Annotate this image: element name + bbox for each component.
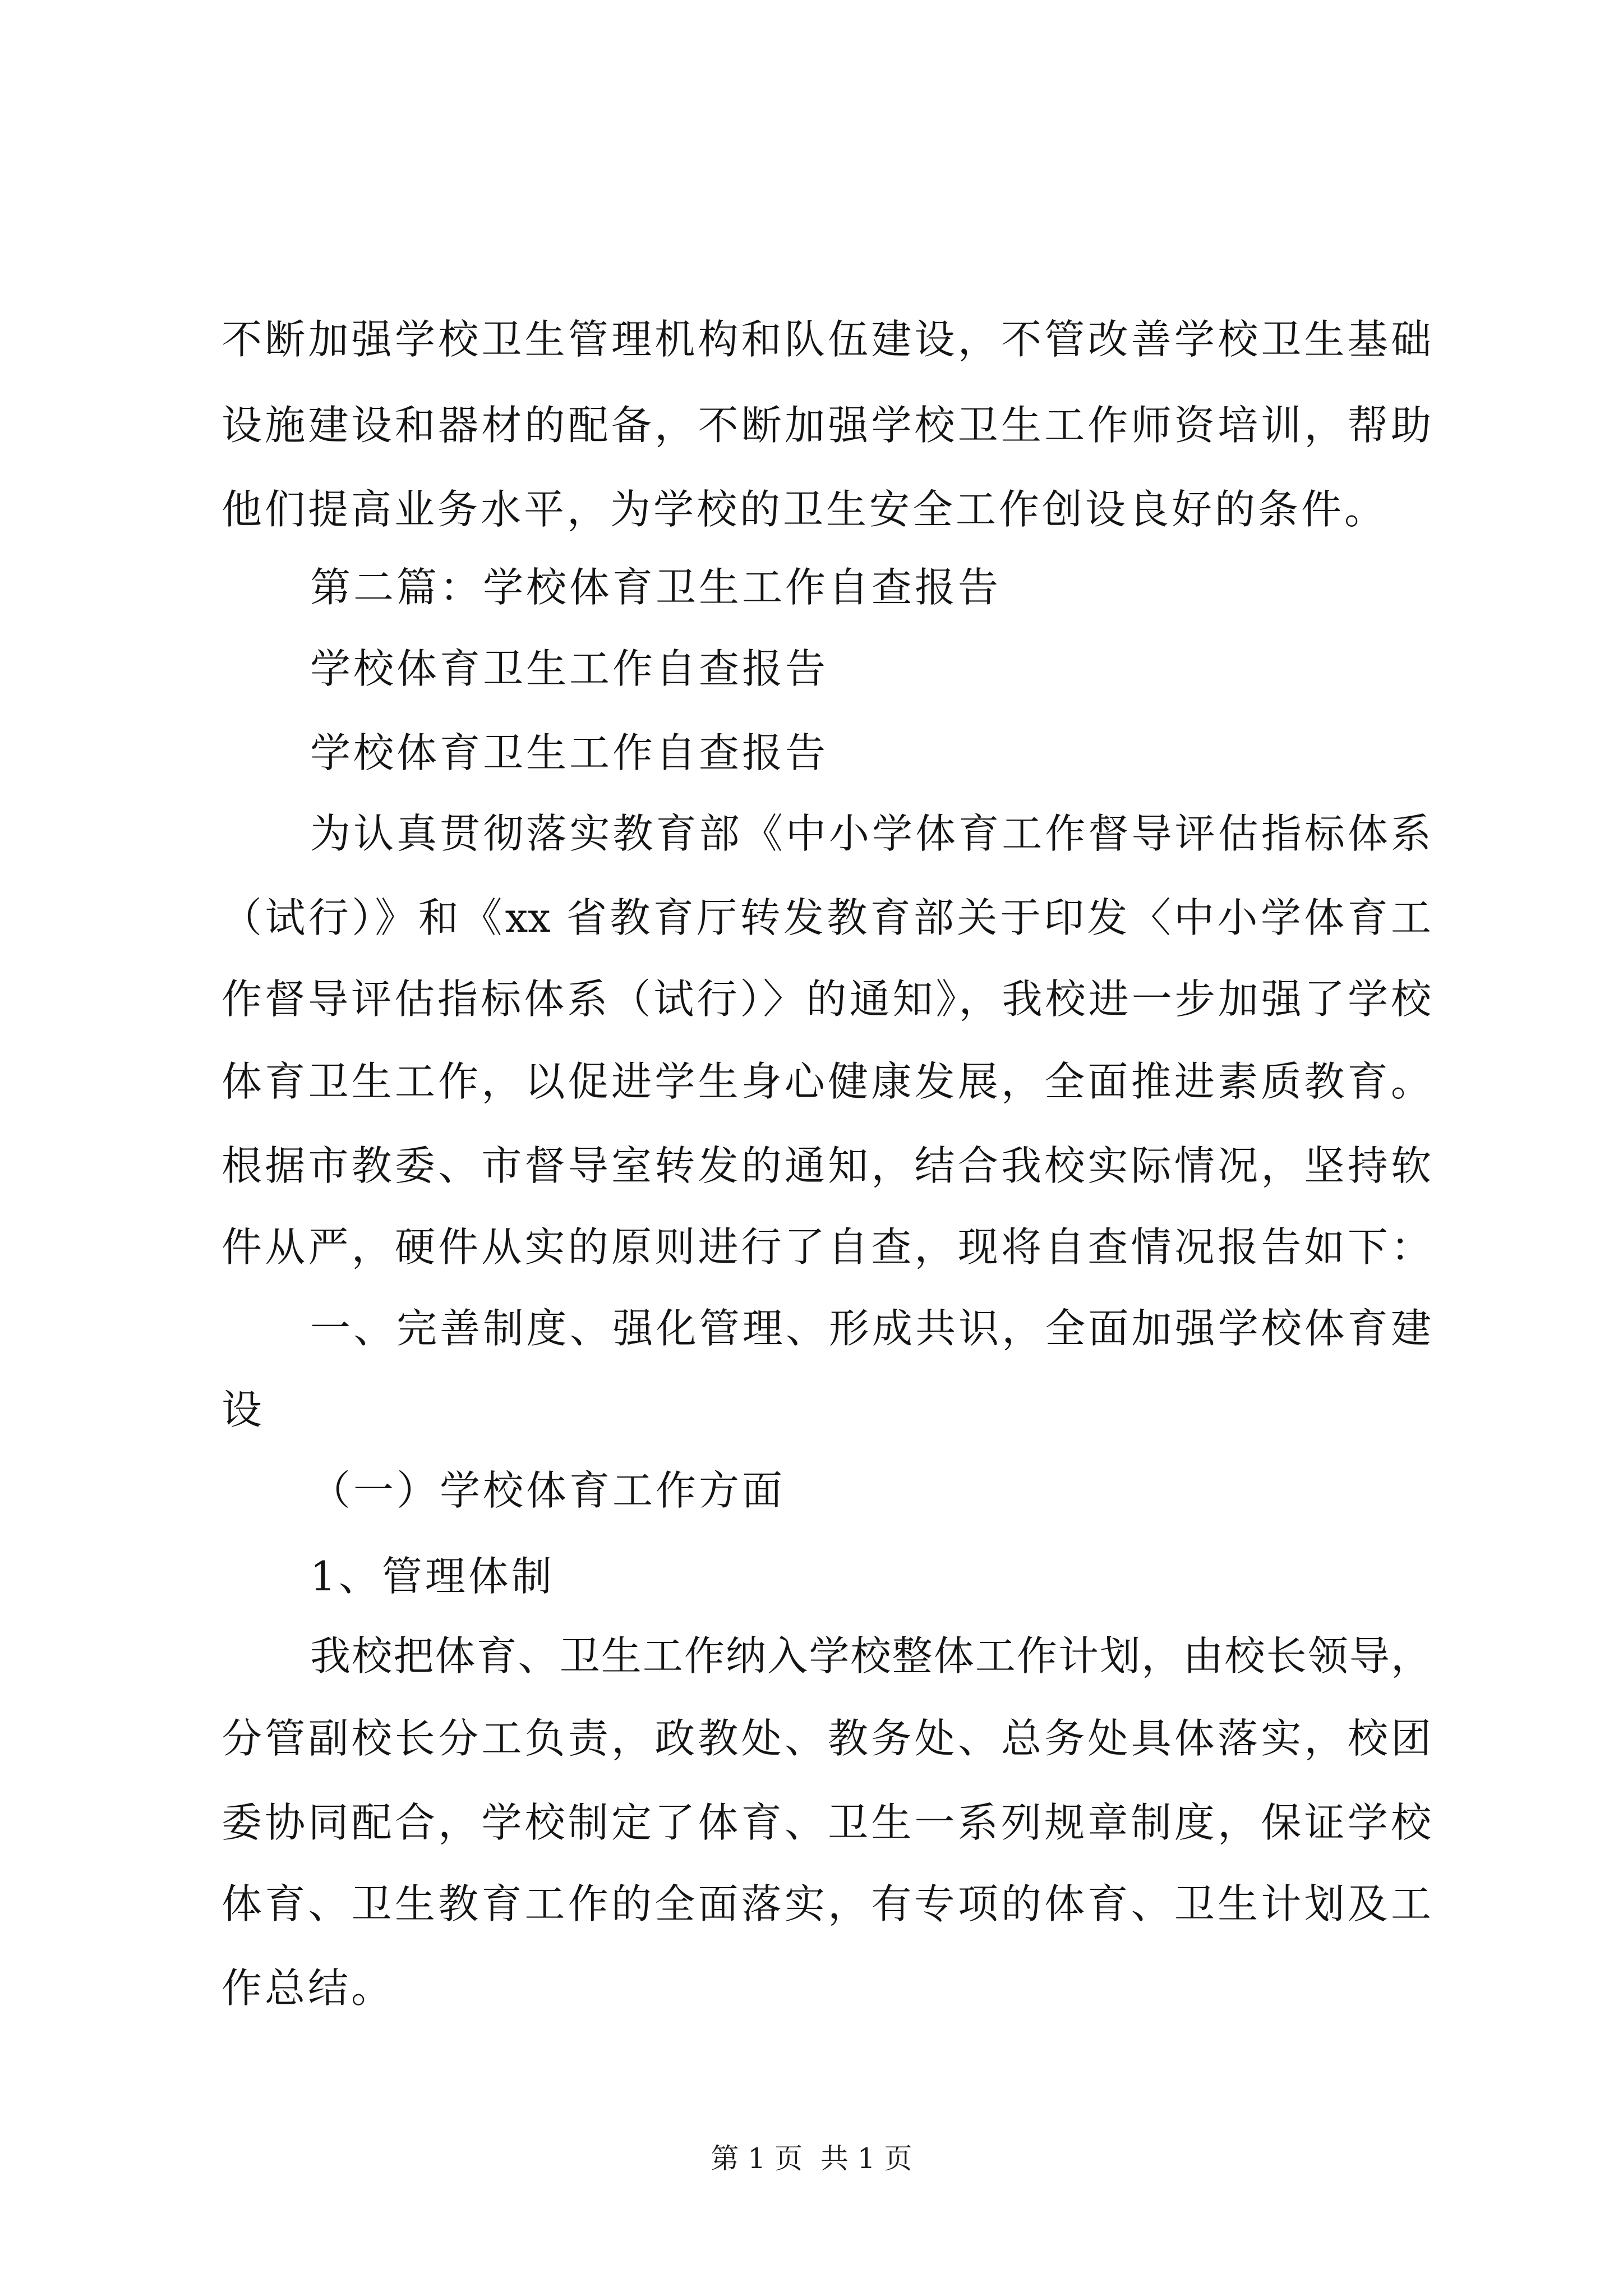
item-heading: 1、管理体制	[310, 1553, 555, 1600]
document-title: 学校体育卫生工作自查报告	[310, 729, 829, 776]
section-heading: 一、完善制度、强化管理、形成共识，全面加强学校体育建	[310, 1305, 1431, 1352]
text-line: 他们提高业务水平，为学校的卫生安全工作创设良好的条件。	[222, 486, 1388, 533]
text-line: 体育、卫生教育工作的全面落实，有专项的体育、卫生计划及工	[222, 1880, 1431, 1927]
text-line: 委协同配合，学校制定了体育、卫生一系列规章制度，保证学校	[222, 1799, 1431, 1846]
section-heading: 第二篇：学校体育卫生工作自查报告	[310, 564, 1002, 611]
text-line: 我校把体育、卫生工作纳入学校整体工作计划，由校长领导，	[310, 1632, 1431, 1680]
text-line: 体育卫生工作，以促进学生身心健康发展，全面推进素质教育。	[222, 1058, 1431, 1105]
text-line: 不断加强学校卫生管理机构和队伍建设，不管改善学校卫生基础	[222, 316, 1431, 363]
text-line: 件从严，硬件从实的原则进行了自查，现将自查情况报告如下：	[222, 1223, 1431, 1271]
page-footer: 第 1 页 共 1 页	[711, 2142, 912, 2175]
text-line: 作督导评估指标体系（试行）〉的通知》，我校进一步加强了学校	[222, 976, 1431, 1023]
document-title: 学校体育卫生工作自查报告	[310, 645, 829, 692]
text-line: 作总结。	[222, 1964, 395, 2012]
text-line: 分管副校长分工负责，政教处、教务处、总务处具体落实，校团	[222, 1715, 1431, 1762]
subsection-heading: （一）学校体育工作方面	[310, 1467, 786, 1514]
text-line: 为认真贯彻落实教育部《中小学体育工作督导评估指标体系	[310, 810, 1431, 857]
text-line: 设施建设和器材的配备，不断加强学校卫生工作师资培训，帮助	[222, 402, 1431, 449]
text-line: （试行）》和《xx 省教育厅转发教育部关于印发〈中小学体育工	[222, 894, 1431, 941]
section-heading: 设	[222, 1386, 265, 1433]
text-line: 根据市教委、市督导室转发的通知，结合我校实际情况，坚持软	[222, 1142, 1431, 1189]
